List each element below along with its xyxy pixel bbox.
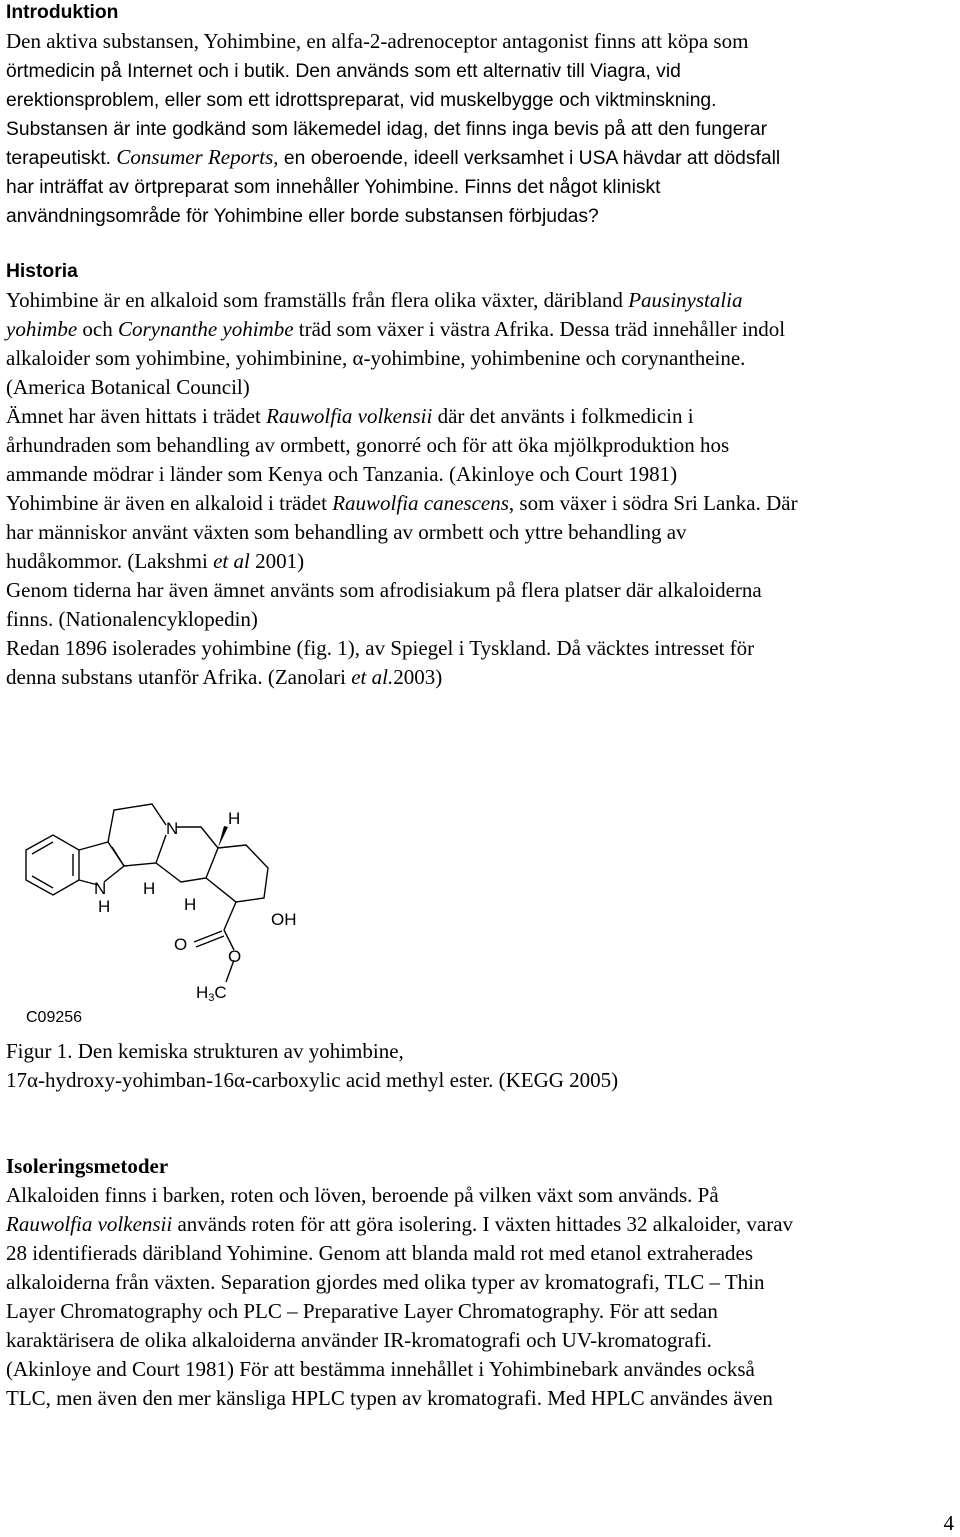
text-segment: 2001)	[249, 549, 305, 573]
text-line	[6, 431, 956, 460]
section-historia	[6, 257, 956, 692]
text-segment: Substansen är inte godkänd som läkemedel idag, det finns inga bevis på att den fungerar	[6, 119, 768, 140]
text-line	[6, 576, 956, 605]
atom-h: H	[143, 879, 156, 898]
text-line	[6, 460, 956, 489]
page-number: 4	[943, 1511, 954, 1535]
atom-h: H	[184, 895, 197, 914]
text-segment: finns. (Nationalencyklopedin)	[6, 607, 258, 631]
text-line	[6, 1239, 956, 1268]
text-segment: , som växer i södra Sri Lanka. Där	[508, 491, 798, 515]
text-segment: används roten för att göra isolering. I växten hittades 32 alkaloider, varav	[172, 1212, 794, 1236]
text-line	[6, 201, 956, 230]
text-line	[6, 344, 956, 373]
isolering-body	[6, 1181, 956, 1413]
text-segment: 2003)	[393, 665, 443, 689]
atom-n: N	[166, 819, 179, 838]
text-segment: Yohimbine är även en alkaloid i trädet	[6, 491, 333, 515]
italic-text: Rauwolfia volkensii	[6, 1212, 173, 1236]
section-introduktion	[6, 0, 956, 230]
italic-text: et al	[213, 549, 250, 573]
italic-text: yohimbe	[6, 317, 78, 341]
text-line	[6, 605, 956, 634]
italic-text: Pausinystalia	[628, 288, 743, 312]
text-segment: 28 identifierads däribland Yohimine. Genom att blanda mald rot med etanol extraherades	[6, 1241, 754, 1265]
text-segment: en oberoende, ideell verksamhet i USA hävdar att dödsfall	[278, 148, 781, 169]
figure-caption	[6, 1037, 956, 1095]
atom-o: O	[174, 935, 188, 954]
text-segment: användningsområde för Yohimbine eller borde substansen förbjudas?	[6, 206, 599, 227]
section-isoleringsmetoder	[6, 1152, 956, 1413]
text-line	[6, 286, 956, 315]
text-line	[6, 1210, 956, 1239]
historia-body	[6, 286, 956, 692]
atom-nh: N	[94, 879, 107, 898]
text-segment: Yohimbine är en alkaloid som framställs från flera olika växter, däribland	[6, 288, 629, 312]
text-line	[6, 172, 956, 201]
italic-text: Rauwolfia volkensii	[266, 404, 433, 428]
text-segment: har människor använt växten som behandling av ormbett och yttre behandling av	[6, 520, 687, 544]
text-segment: alkaloider som yohimbine, yohimbinine, α-yohimbine, yohimbenine och corynantheine.	[6, 346, 746, 370]
text-line	[6, 1326, 956, 1355]
atom-h: H	[228, 809, 241, 828]
text-line	[6, 85, 956, 114]
text-segment: Layer Chromatography och PLC – Preparative Layer Chromatography. För att sedan	[6, 1299, 718, 1323]
text-segment: terapeutiskt.	[6, 148, 117, 169]
text-segment: karaktärisera de olika alkaloiderna använder IR-kromatografi och UV-kromatografi.	[6, 1328, 712, 1352]
text-line	[6, 489, 956, 518]
text-segment: Ämnet har även hittats i trädet	[6, 404, 267, 428]
text-line	[6, 143, 956, 172]
text-segment: örtmedicin på Internet och i butik. Den används som ett alternativ till Viagra, vid	[6, 61, 681, 82]
text-segment: Den aktiva substansen, Yohimbine, en alfa-2-adrenoceptor antagonist finns att köpa som	[6, 29, 749, 53]
text-segment: erektionsproblem, eller som ett idrottspreparat, vid muskelbygge och viktminskning.	[6, 90, 717, 111]
heading-isoleringsmetoder: Isoleringsmetoder	[6, 1154, 169, 1178]
heading-introduktion: Introduktion	[6, 2, 119, 23]
molecule-labels	[26, 809, 297, 1025]
caption-line: Figur 1. Den kemiska strukturen av yohimbine,	[6, 1039, 404, 1063]
text-segment: (Akinloye and Court 1981) För att bestämma innehållet i Yohimbinebark användes också	[6, 1357, 755, 1381]
atom-oh: OH	[271, 910, 297, 929]
atom-nh-h: H	[98, 897, 111, 916]
atom-h3c: H3C	[196, 983, 227, 1004]
text-segment: århundraden som behandling av ormbett, gonorré och för att öka mjölkproduktion hos	[6, 433, 730, 457]
text-line	[6, 1297, 956, 1326]
text-line	[6, 518, 956, 547]
heading-historia: Historia	[6, 261, 78, 282]
italic-text: Consumer Reports,	[116, 145, 279, 169]
text-line	[6, 547, 956, 576]
text-line	[6, 315, 956, 344]
text-segment: alkaloiderna från växten. Separation gjordes med olika typer av kromatografi, TLC – Thin	[6, 1270, 765, 1294]
text-segment: träd som växer i västra Afrika. Dessa träd innehåller indol	[293, 317, 786, 341]
text-line	[6, 1355, 956, 1384]
text-segment: Alkaloiden finns i barken, roten och löven, beroende på vilken växt som används. På	[6, 1183, 719, 1207]
yohimbine-structure-diagram	[6, 790, 306, 1025]
text-segment: och	[77, 317, 118, 341]
text-segment: hudåkommor. (Lakshmi	[6, 549, 214, 573]
text-line	[6, 663, 956, 692]
text-segment: (America Botanical Council)	[6, 375, 250, 399]
text-segment: har inträffat av örtpreparat som innehåller Yohimbine. Finns det något kliniskt	[6, 177, 661, 198]
text-segment: TLC, men även den mer känsliga HPLC typen av kromatografi. Med HPLC användes även	[6, 1386, 773, 1410]
italic-text: Rauwolfia canescens	[332, 491, 509, 515]
caption-line: 17α-hydroxy-yohimban-16α-carboxylic acid methyl ester. (KEGG 2005)	[6, 1068, 619, 1092]
text-line	[6, 1384, 956, 1413]
atom-o: O	[228, 947, 242, 966]
text-segment: ammande mödrar i länder som Kenya och Tanzania. (Akinloye och Court 1981)	[6, 462, 678, 486]
text-line	[6, 634, 956, 663]
text-line	[6, 402, 956, 431]
text-line	[6, 27, 956, 56]
compound-id: C09256	[26, 1009, 83, 1025]
text-line	[6, 1268, 956, 1297]
text-segment: där det använts i folkmedicin i	[432, 404, 694, 428]
text-line	[6, 373, 956, 402]
text-segment: denna substans utanför Afrika. (Zanolari	[6, 665, 352, 689]
text-segment: Genom tiderna har även ämnet använts som afrodisiakum på flera platser där alkaloiderna	[6, 578, 762, 602]
text-line	[6, 1181, 956, 1210]
wedge-bond	[218, 826, 228, 848]
text-line	[6, 114, 956, 143]
text-line	[6, 56, 956, 85]
intro-body	[6, 27, 956, 230]
text-segment: Redan 1896 isolerades yohimbine (fig. 1), av Spiegel i Tyskland. Då väcktes intresset för	[6, 636, 755, 660]
italic-text: Corynanthe yohimbe	[117, 317, 294, 341]
italic-text: et al.	[351, 665, 394, 689]
